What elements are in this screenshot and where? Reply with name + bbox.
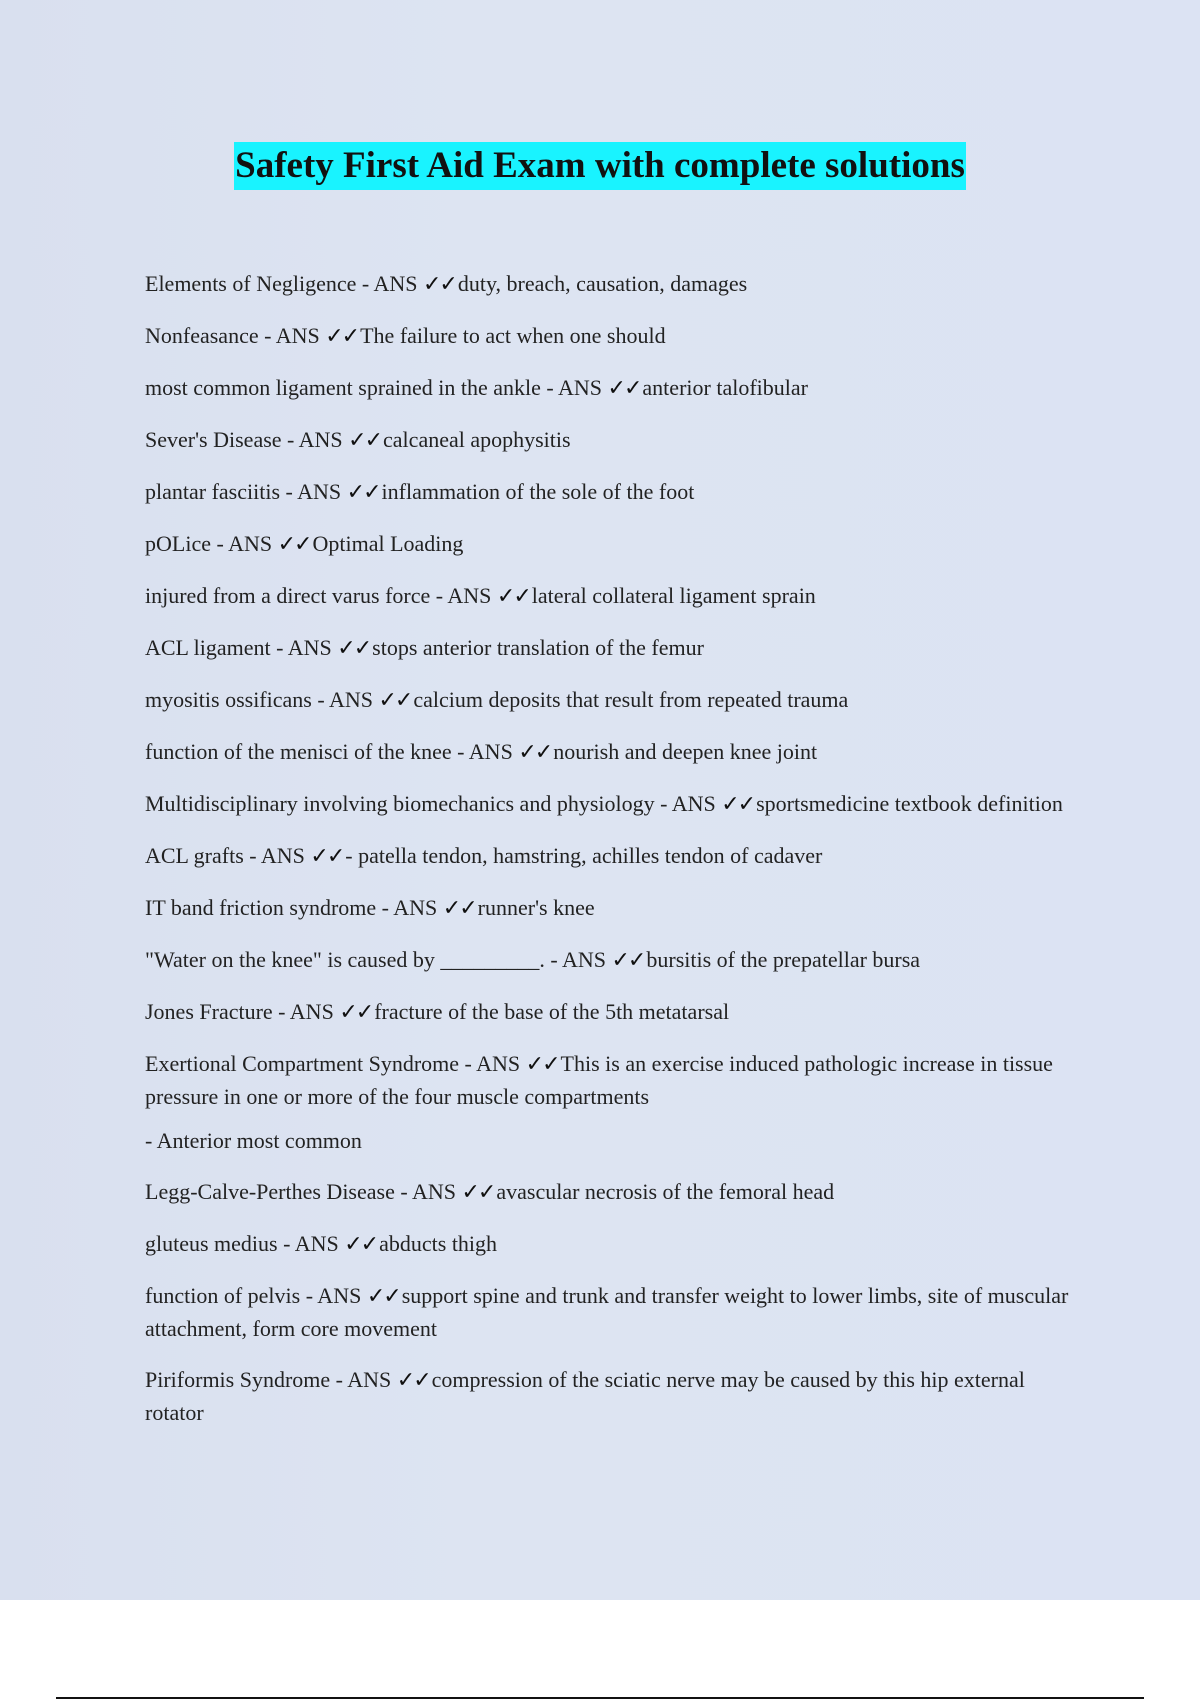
qa-item (145, 424, 1075, 457)
answer-text: inflammation of the sole of the foot (381, 479, 695, 504)
qa-item (145, 944, 1075, 977)
question-text: Jones Fracture - ANS (145, 999, 340, 1024)
double-check-icon: ✓✓ (721, 792, 755, 817)
answer-text: anterior talofibular (642, 375, 808, 400)
qa-item (145, 684, 1075, 717)
double-check-icon: ✓✓ (344, 1232, 378, 1257)
double-check-icon: ✓✓ (339, 1000, 373, 1025)
qa-item (145, 1176, 1075, 1209)
double-check-icon: ✓✓ (442, 896, 476, 921)
qa-item (145, 372, 1075, 405)
qa-item (145, 736, 1075, 769)
qa-item (145, 1048, 1075, 1113)
double-check-icon: ✓✓ (607, 376, 641, 401)
qa-item (145, 1364, 1075, 1429)
question-text: Sever's Disease - ANS (145, 427, 349, 452)
qa-item (145, 996, 1075, 1029)
double-check-icon: ✓✓ (423, 272, 456, 297)
title-wrapper (0, 142, 1200, 190)
question-text: ACL grafts - ANS (145, 843, 311, 868)
double-check-icon: ✓✓ (348, 428, 382, 453)
qa-item (145, 632, 1075, 665)
double-check-icon: ✓✓ (325, 324, 359, 349)
double-check-icon: ✓✓ (396, 1368, 430, 1393)
note-text: - Anterior most common (145, 1128, 362, 1153)
answer-text: bursitis of the prepatellar bursa (646, 947, 921, 972)
qa-item (145, 528, 1075, 561)
answer-text: stops anterior translation of the femur (372, 635, 704, 660)
question-text: Elements of Negligence - ANS (145, 271, 423, 296)
double-check-icon: ✓✓ (337, 636, 371, 661)
question-text: Legg-Calve-Perthes Disease - ANS (145, 1179, 462, 1204)
double-check-icon: ✓✓ (461, 1180, 495, 1205)
answer-text: Optimal Loading (312, 531, 464, 556)
question-text: gluteus medius - ANS (145, 1231, 345, 1256)
qa-item (145, 788, 1075, 821)
answer-text: compression of the sciatic nerve may be caused by this hip external rotator (145, 1367, 1025, 1425)
answer-text: - patella tendon, hamstring, achilles tendon of cadaver (345, 843, 823, 868)
double-check-icon: ✓✓ (366, 1284, 400, 1309)
question-text: Nonfeasance - ANS (145, 323, 326, 348)
double-check-icon: ✓✓ (611, 948, 645, 973)
answer-text: lateral collateral ligament sprain (531, 583, 816, 608)
double-check-icon: ✓✓ (277, 532, 311, 557)
answer-text: nourish and deepen knee joint (553, 739, 818, 764)
answer-text: calcium deposits that result from repeated trauma (413, 687, 849, 712)
answer-text: This is an exercise induced pathologic increase in tissue pressure in one or more of the four muscle compartments (145, 1051, 1053, 1109)
qa-item (145, 1228, 1075, 1261)
answer-text: support spine and trunk and transfer weight to lower limbs, site of muscular attachment, form core movement (145, 1283, 1069, 1341)
question-text: injured from a direct varus force - ANS (145, 583, 497, 608)
question-text: myositis ossificans - ANS (145, 687, 379, 712)
answer-text: abducts thigh (379, 1231, 498, 1256)
answer-text: The failure to act when one should (360, 323, 666, 348)
double-check-icon: ✓✓ (346, 480, 380, 505)
qa-item (145, 320, 1075, 353)
question-text: function of the menisci of the knee - ANS (145, 739, 519, 764)
answer-text: avascular necrosis of the femoral head (496, 1179, 835, 1204)
qa-item (145, 580, 1075, 613)
answer-text: sportsmedicine textbook definition (756, 791, 1063, 816)
qa-list (145, 268, 1075, 1448)
question-text: plantar fasciitis - ANS (145, 479, 347, 504)
question-text: Multidisciplinary involving biomechanics and physiology - ANS (145, 791, 722, 816)
question-text: IT band friction syndrome - ANS (145, 895, 443, 920)
double-check-icon: ✓✓ (378, 688, 412, 713)
answer-text: calcaneal apophysitis (383, 427, 571, 452)
footer-divider (56, 1697, 1144, 1699)
question-text: "Water on the knee" is caused by _________. - ANS (145, 947, 612, 972)
question-text: most common ligament sprained in the ankle - ANS (145, 375, 608, 400)
question-text: Piriformis Syndrome - ANS (145, 1367, 397, 1392)
qa-note (145, 1125, 1075, 1157)
answer-text: runner's knee (477, 895, 595, 920)
double-check-icon: ✓✓ (525, 1052, 559, 1077)
qa-item (145, 268, 1075, 301)
qa-item (145, 1280, 1075, 1345)
question-text: ACL ligament - ANS (145, 635, 338, 660)
answer-text: duty, breach, causation, damages (457, 271, 748, 296)
qa-item (145, 840, 1075, 873)
double-check-icon: ✓✓ (310, 844, 344, 869)
answer-text: fracture of the base of the 5th metatarsal (374, 999, 730, 1024)
qa-item (145, 476, 1075, 509)
double-check-icon: ✓✓ (496, 584, 530, 609)
question-text: pOLice - ANS (145, 531, 278, 556)
qa-item (145, 892, 1075, 925)
document-title: Safety First Aid Exam with complete solutions (234, 142, 966, 190)
question-text: Exertional Compartment Syndrome - ANS (145, 1051, 526, 1076)
question-text: function of pelvis - ANS (145, 1283, 367, 1308)
double-check-icon: ✓✓ (518, 740, 552, 765)
